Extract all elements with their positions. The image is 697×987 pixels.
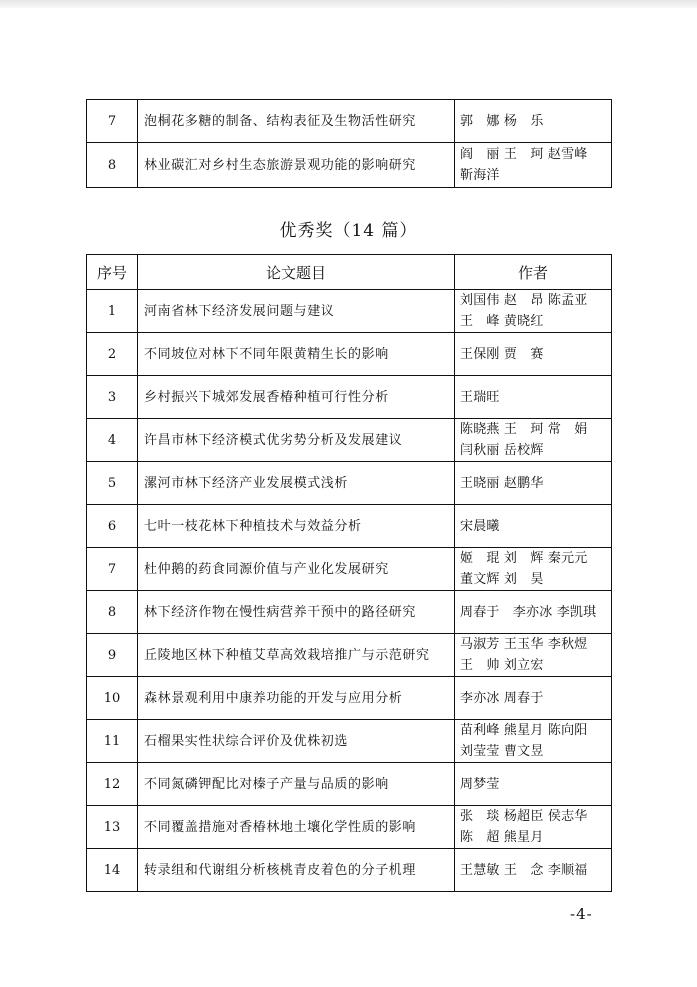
author-line: 王 帅 刘立宏	[460, 658, 544, 673]
award-table-continued	[86, 99, 612, 188]
table-row	[87, 462, 612, 505]
table-row	[87, 849, 612, 892]
author-line: 张 琰 杨超臣 侯志华	[460, 809, 588, 824]
paper-title: 丘陵地区林下种植艾草高效栽培推广与示范研究	[138, 634, 455, 677]
table-row	[87, 505, 612, 548]
paper-authors	[455, 548, 612, 591]
author-line: 靳海洋	[460, 168, 500, 183]
table-row	[87, 376, 612, 419]
table-row	[87, 143, 612, 188]
author-line: 郭 娜 杨 乐	[460, 113, 544, 129]
table-row	[87, 548, 612, 591]
table-row	[87, 100, 612, 143]
header-number: 序号	[87, 255, 138, 290]
paper-title: 乡村振兴下城郊发展香椿种植可行性分析	[138, 376, 455, 419]
paper-title: 杜仲鹅的药食同源价值与产业化发展研究	[138, 548, 455, 591]
row-number: 7	[87, 548, 138, 591]
paper-authors	[455, 419, 612, 462]
paper-title: 森林景观利用中康养功能的开发与应用分析	[138, 677, 455, 720]
viewer-top-bar	[0, 0, 697, 8]
author-line: 周梦莹	[460, 776, 500, 792]
author-line: 王保刚 贾 赛	[460, 346, 544, 362]
row-number: 13	[87, 806, 138, 849]
paper-title: 河南省林下经济发展问题与建议	[138, 290, 455, 333]
author-line: 闫秋丽 岳校辉	[460, 443, 544, 458]
paper-title: 七叶一枝花林下种植技术与效益分析	[138, 505, 455, 548]
paper-authors	[455, 763, 612, 806]
table-row	[87, 290, 612, 333]
table-row	[87, 720, 612, 763]
author-line: 马淑芳 王玉华 李秋煜	[460, 637, 588, 652]
author-line: 宋晨曦	[460, 518, 500, 534]
page-number: -4-	[570, 905, 593, 923]
paper-authors	[455, 634, 612, 677]
paper-authors	[455, 505, 612, 548]
row-number: 5	[87, 462, 138, 505]
author-line: 刘国伟 赵 昂 陈孟亚	[460, 293, 588, 308]
paper-authors	[455, 376, 612, 419]
paper-title: 漯河市林下经济产业发展模式浅析	[138, 462, 455, 505]
paper-authors	[455, 462, 612, 505]
author-line: 刘莹莹 曹文昱	[460, 744, 544, 759]
row-number: 11	[87, 720, 138, 763]
section-heading: 优秀奖（14 篇）	[279, 221, 418, 241]
row-number: 8	[87, 143, 138, 188]
author-line: 董文辉 刘 昊	[460, 572, 544, 587]
row-number: 2	[87, 333, 138, 376]
paper-authors	[455, 849, 612, 892]
row-number: 10	[87, 677, 138, 720]
table-row	[87, 677, 612, 720]
header-title: 论文题目	[138, 255, 455, 290]
header-authors: 作者	[455, 255, 612, 290]
row-number: 14	[87, 849, 138, 892]
paper-title: 不同覆盖措施对香椿林地土壤化学性质的影响	[138, 806, 455, 849]
table-header-row	[87, 255, 612, 290]
table-row	[87, 419, 612, 462]
paper-title: 转录组和代谢组分析核桃青皮着色的分子机理	[138, 849, 455, 892]
row-number: 9	[87, 634, 138, 677]
table-row	[87, 634, 612, 677]
paper-authors	[455, 100, 612, 143]
paper-title: 不同坡位对林下不同年限黄精生长的影响	[138, 333, 455, 376]
author-line: 姬 琨 刘 辉 秦元元	[460, 551, 588, 566]
row-number: 6	[87, 505, 138, 548]
paper-title: 不同氮磷钾配比对榛子产量与品质的影响	[138, 763, 455, 806]
row-number: 1	[87, 290, 138, 333]
paper-title: 石榴果实性状综合评价及优株初选	[138, 720, 455, 763]
author-line: 陈 超 熊星月	[460, 830, 544, 845]
row-number: 12	[87, 763, 138, 806]
author-line: 苗利峰 熊星月 陈向阳	[460, 723, 588, 738]
author-line: 李亦冰 周春于	[460, 690, 544, 706]
author-line: 王慧敏 王 念 李顺福	[460, 862, 588, 878]
row-number: 8	[87, 591, 138, 634]
paper-authors	[455, 143, 612, 188]
author-line: 阎 丽 王 珂 赵雪峰	[460, 147, 588, 162]
row-number: 7	[87, 100, 138, 143]
paper-title: 林下经济作物在慢性病营养干预中的路径研究	[138, 591, 455, 634]
paper-authors	[455, 591, 612, 634]
paper-title: 林业碳汇对乡村生态旅游景观功能的影响研究	[138, 143, 455, 188]
author-line: 周春于 李亦冰 李凯琪	[460, 604, 597, 620]
paper-authors	[455, 333, 612, 376]
row-number: 4	[87, 419, 138, 462]
table-row	[87, 806, 612, 849]
paper-authors	[455, 290, 612, 333]
paper-authors	[455, 806, 612, 849]
paper-title: 许昌市林下经济模式优劣势分析及发展建议	[138, 419, 455, 462]
table-row	[87, 591, 612, 634]
paper-authors	[455, 677, 612, 720]
table-row	[87, 763, 612, 806]
author-line: 王瑞旺	[460, 389, 500, 405]
author-line: 王 峰 黄晓红	[460, 314, 544, 329]
table-row	[87, 333, 612, 376]
row-number: 3	[87, 376, 138, 419]
author-line: 陈晓燕 王 珂 常 娟	[460, 422, 588, 437]
paper-authors	[455, 720, 612, 763]
paper-title: 泡桐花多糖的制备、结构表征及生物活性研究	[138, 100, 455, 143]
excellence-award-table	[86, 254, 612, 892]
author-line: 王晓丽 赵鹏华	[460, 475, 544, 491]
